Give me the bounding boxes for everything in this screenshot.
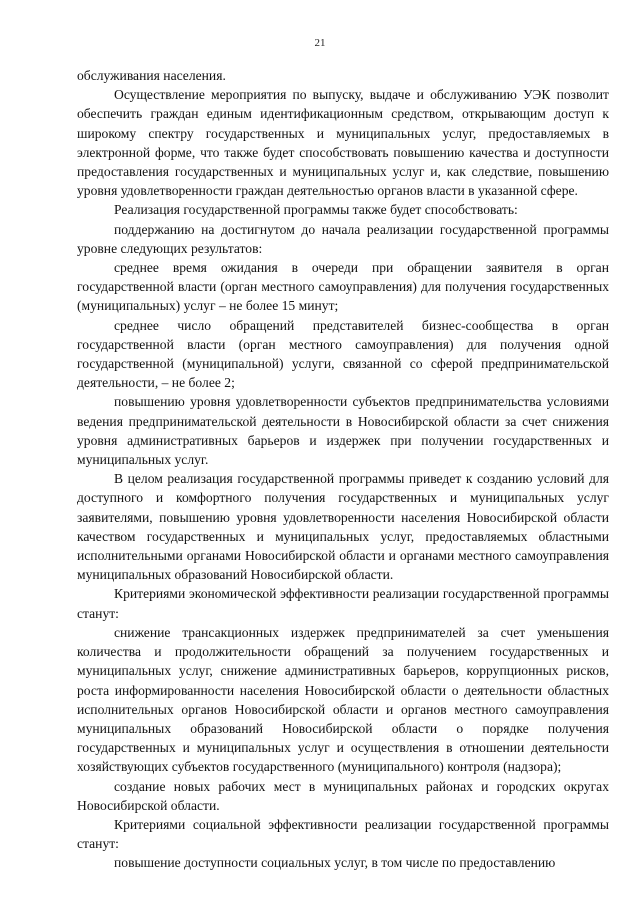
paragraph: среднее число обращений представителей бизнес-сообщества в орган государственной власти (орган местного самоуправления) для получения одной государственной (муниципальной) услуги, связанной со сферой предпринимательской деятельности, – не более 2; [77,317,609,391]
paragraph: среднее время ожидания в очереди при обращении заявителя в орган государственной власти (орган местного самоуправления) для получения государственных (муниципальных) услуг – не более 15 минут; [77,260,609,314]
paragraph: повышение доступности социальных услуг, в том числе по предоставлению [114,855,556,871]
paragraph: снижение трансакционных издержек предпринимателей за счет уменьшения количества и продолжительности обращений за получением государственных и муниципальных услуг, снижение административных барьеров, коррупционных рисков, роста информированности населения Новосибирской области о деятельности областных исполнительных органов Новосибирской области и органов местного самоуправления муниципальных образований Новосибирской области о порядке получения государственных и муниципальных услуг и осуществления в отношении деятельности хозяйствующих субъектов государственного (муниципального) контроля (надзора); [77,624,609,775]
page-number: 21 [314,37,326,49]
paragraph: Реализация государственной программы также будет способствовать: [114,202,518,218]
paragraph: Критериями экономической эффективности реализации государственной программы станут: [77,586,609,621]
paragraph: В целом реализация государственной программы приведет к созданию условий для доступного и комфортного получения государственных и муниципальных услуг заявителями, повышению уровня удовлетворенности населения Новосибирской области качеством государственных и муниципальных услуг, предоставляемых областными исполнительными органами Новосибирской области и органами местного самоуправления муниципальных образований Новосибирской области. [77,471,609,583]
paragraph: поддержанию на достигнутом до начала реализации государственной программы уровне следующих результатов: [77,221,609,256]
paragraph: обслуживания населения. [77,68,226,83]
paragraph: Осуществление мероприятия по выпуску, выдаче и обслуживанию УЭК позволит обеспечить граждан единым идентификационным средством, открывающим доступ к широкому спектру государственных и муниципальных услуг, предоставляемых в электронной форме, что также будет способствовать повышению качества и доступности предоставления государственных и муниципальных услуг и, как следствие, повышению уровня удовлетворенности граждан деятельностью органов власти в указанной сфере. [77,87,609,199]
paragraph: повышению уровня удовлетворенности субъектов предпринимательства условиями ведения предпринимательской деятельности в Новосибирской области за счет снижения уровня административных барьеров и издержек при получении государственных и муниципальных услуг. [77,394,609,468]
document-body [77,66,609,873]
paragraph: Критериями социальной эффективности реализации государственной программы станут: [77,816,609,852]
paragraph: создание новых рабочих мест в муниципальных районах и городских округах Новосибирской области. [77,778,609,813]
